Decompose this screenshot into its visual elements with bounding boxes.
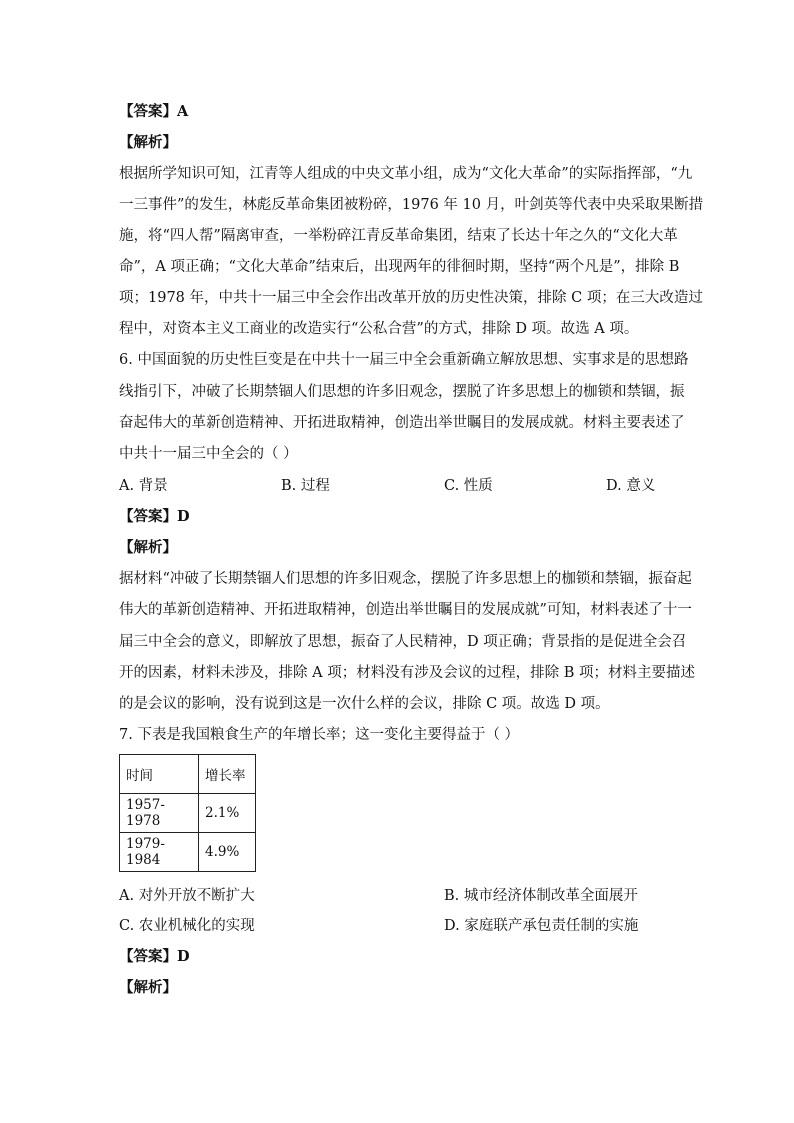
q6-analysis-line: 据材料“冲破了长期禁锢人们思想的许多旧观念，摆脱了许多思想上的枷锁和禁锢，振奋起 <box>119 571 692 587</box>
q6-analysis-line: 伟大的革新创造精神、开拓进取精神，创造出举世瞩目的发展成就”可知，材料表述了十一 <box>119 602 692 618</box>
q6-option-d: D. 意义 <box>606 478 656 494</box>
q5-answer: 【答案】A <box>119 103 189 120</box>
q7-analysis-label: 【解析】 <box>119 979 177 996</box>
table-header-row <box>120 755 256 794</box>
q6-analysis-label: 【解析】 <box>119 539 177 556</box>
table-cell: 2.1% <box>199 794 256 833</box>
q5-analysis-line: 根据所学知识可知，江青等人组成的中央文革小组，成为“文化大革命”的实际指挥部，“九 <box>119 166 693 182</box>
q6-question-line: 奋起伟大的革新创造精神、开拓进取精神，创造出举世瞩目的发展成就。材料主要表述了 <box>119 415 685 431</box>
q5-analysis-line: 施，将“四人帮”隔离审查，一举粉碎江青反革命集团，结束了长达十年之久的“文化大革 <box>119 228 678 244</box>
table-cell: 4.9% <box>199 833 256 872</box>
q6-question-line: 线指引下，冲破了长期禁锢人们思想的许多旧观念，摆脱了许多思想上的枷锁和禁锢，振 <box>119 384 685 400</box>
q7-option-d: D. 家庭联产承包责任制的实施 <box>444 918 639 934</box>
q5-analysis-label: 【解析】 <box>119 134 177 151</box>
q7-option-a: A. 对外开放不断扩大 <box>119 888 255 904</box>
q6-analysis-line: 开的因素，材料未涉及，排除 A 项；材料没有涉及会议的过程，排除 B 项；材料主要描述 <box>119 665 696 681</box>
q7-option-b: B. 城市经济体制改革全面展开 <box>444 888 638 904</box>
q5-analysis-line: 项；1978 年，中共十一届三中全会作出改革开放的历史性决策，排除 C 项；在三大改造过 <box>119 290 703 306</box>
q7-option-c: C. 农业机械化的实现 <box>119 918 255 934</box>
q6-question-line: 6. 中国面貌的历史性巨变是在中共十一届三中全会重新确立解放思想、实事求是的思想路 <box>119 352 689 368</box>
q6-option-b: B. 过程 <box>281 478 330 494</box>
q6-analysis-line: 届三中全会的意义，即解放了思想，振奋了人民精神，D 项正确；背景指的是促进全会召 <box>119 634 687 650</box>
q5-analysis-line: 一三事件”的发生，林彪反革命集团被粉碎，1976 年 10 月，叶剑英等代表中央采取果断措 <box>119 197 704 213</box>
q6-option-a: A. 背景 <box>119 478 168 494</box>
q6-question-line: 中共十一届三中全会的（ ） <box>119 446 298 462</box>
q7-question: 7. 下表是我国粮食生产的年增长率；这一变化主要得益于（ ） <box>119 727 520 743</box>
table-row <box>120 833 256 872</box>
table-header-cell: 时间 <box>120 755 199 794</box>
table-cell: 1957-1978 <box>120 794 199 833</box>
growth-rate-table <box>119 754 256 872</box>
q6-option-c: C. 性质 <box>444 478 493 494</box>
table-header-cell: 增长率 <box>199 755 256 794</box>
q5-analysis-line: 程中，对资本主义工商业的改造实行“公私合营”的方式，排除 D 项。故选 A 项。 <box>119 321 639 337</box>
table-cell: 1979-1984 <box>120 833 199 872</box>
table-row <box>120 794 256 833</box>
q6-answer: 【答案】D <box>119 508 190 525</box>
q6-analysis-line: 的是会议的影响，没有说到这是一次什么样的会议，排除 C 项。故选 D 项。 <box>119 696 610 712</box>
q7-answer: 【答案】D <box>119 948 190 965</box>
q5-analysis-line: 命”，A 项正确；“文化大革命”结束后，出现两年的徘徊时期，坚持“两个凡是”，排除 B <box>119 259 680 275</box>
